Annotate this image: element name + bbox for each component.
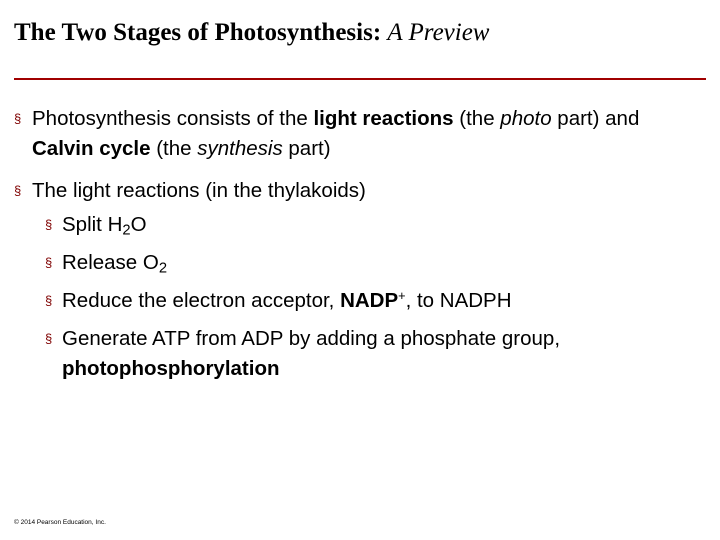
title-divider [14, 78, 706, 80]
subbullet-text: Reduce the electron acceptor, [62, 289, 341, 312]
slide-body [14, 104, 694, 392]
subbullet-text: Release O [62, 251, 159, 274]
term-calvin-cycle: Calvin cycle [32, 137, 151, 160]
subbullet-generate-atp [45, 324, 694, 384]
bullet-marker: § [14, 183, 22, 198]
slide-subtitle: A Preview [387, 19, 490, 46]
bullet-marker: § [14, 111, 22, 126]
subbullet-release-oxygen [45, 248, 694, 278]
subscript: 2 [122, 222, 131, 239]
bullet-text: Photosynthesis consists of the [32, 107, 314, 130]
term-synthesis: synthesis [197, 137, 283, 160]
bullet-text: (the [150, 137, 198, 160]
subbullet-split-water [45, 210, 694, 240]
term-photophosphorylation: photophosphorylation [62, 357, 280, 380]
bullet-light-reactions [14, 176, 694, 206]
slide-title [14, 16, 489, 50]
term-light-reactions: light reactions [313, 107, 454, 130]
subbullet-reduce-nadp [45, 286, 694, 316]
subbullet-text: , to NADPH [405, 289, 512, 312]
subbullet-text: O [130, 213, 147, 236]
bullet-text: part) [282, 137, 331, 160]
slide-title-main: The Two Stages of Photosynthesis: [14, 19, 388, 46]
term-nadp: NADP [340, 289, 399, 312]
bullet-marker: § [45, 255, 53, 270]
bullet-marker: § [45, 217, 53, 232]
subbullet-text: Generate ATP from ADP by adding a phosphate group, [62, 327, 561, 350]
copyright-notice: © 2014 Pearson Education, Inc. [14, 519, 106, 526]
bullet-text: part) and [551, 107, 640, 130]
superscript: + [398, 288, 406, 304]
bullet-text: The light reactions (in the thylakoids) [32, 179, 366, 202]
bullet-marker: § [45, 293, 53, 308]
subbullet-text: Split H [62, 213, 123, 236]
subscript: 2 [158, 260, 168, 277]
bullet-text: (the [453, 107, 501, 130]
bullet-photosynthesis-overview [14, 104, 694, 164]
bullet-marker: § [45, 331, 53, 346]
term-photo: photo [500, 107, 552, 130]
